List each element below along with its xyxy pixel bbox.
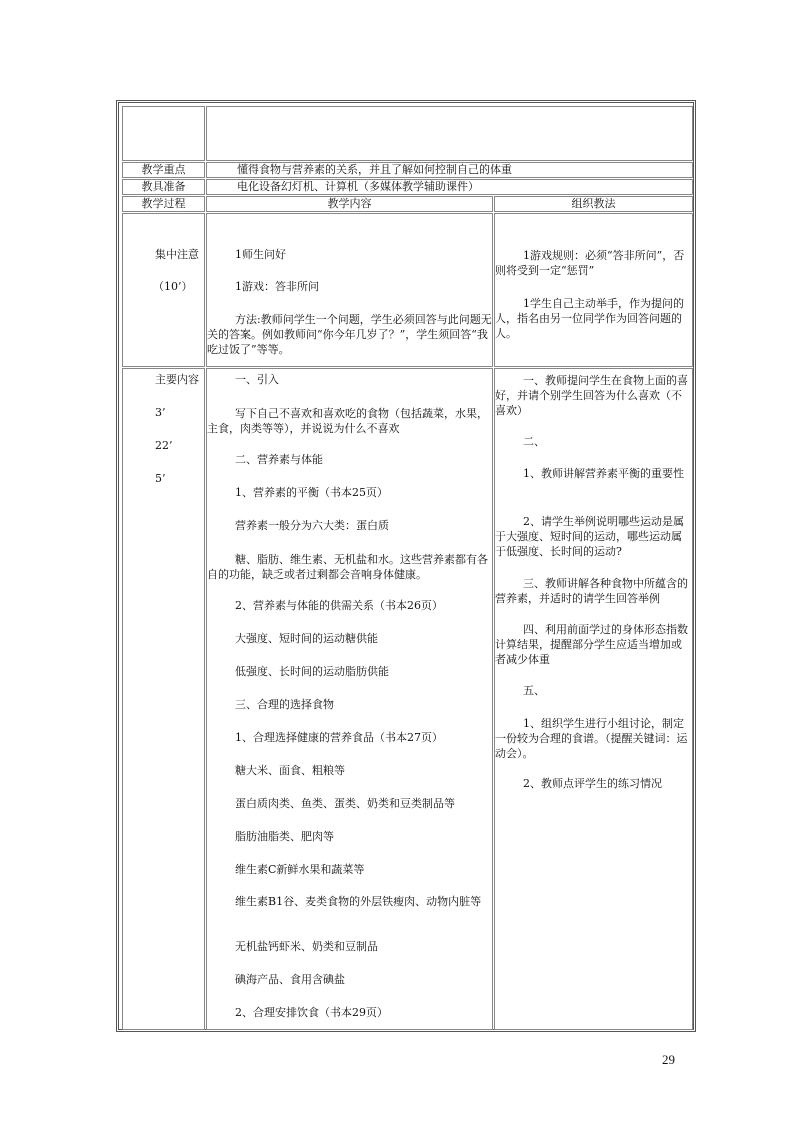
lesson-plan-table [116, 100, 696, 1032]
method-heading: 二、 [523, 435, 545, 448]
content-heading: 三、合理的选择食物 [235, 698, 334, 711]
content-line: 无机盐钙虾米、奶类和豆制品 [235, 940, 378, 953]
main-method-cell [494, 368, 693, 1030]
content-line: 碘海产品、食用含碘盐 [235, 973, 345, 986]
content-paragraph: 写下自己不喜欢和喜欢吃的食物（包括蔬菜，水果，主食，肉类等等），并说说为什么不喜欢 [207, 407, 488, 435]
content-line: 营养素一般分为六大类：蛋白质 [235, 519, 389, 532]
method-paragraph: 三、教师讲解各种食物中所蕴含的营养素，并适时的请学生回答举例 [495, 577, 688, 605]
equipment-label-cell [122, 179, 205, 195]
content-paragraph: 维生素B1谷、麦类食物的外层铁瘦肉、动物内脏等 [235, 895, 482, 908]
method-paragraph: 2、请学生举例说明哪些运动是属于大强度、短时间的运动，哪些运动属于低强度、长时间的运动? [495, 515, 684, 558]
content-line: 脂肪油脂类、肥肉等 [235, 830, 334, 843]
time-mark: 5’ [155, 472, 166, 485]
method-line: 2、教师点评学生的练习情况 [523, 777, 662, 790]
equipment-content-cell [206, 179, 693, 195]
content-line: 大强度、短时间的运动糖供能 [235, 632, 378, 645]
content-paragraph: 糖、脂肪、维生素、无机盐和水。这些营养素都有各自的功能，缺乏或者过剩都会音响身体健康。 [207, 553, 488, 581]
content-heading: 二、营养素与体能 [235, 453, 323, 466]
content-line: 低强度、长时间的运动脂肪供能 [235, 665, 389, 678]
content-line: 1游戏：答非所问 [235, 280, 319, 293]
key-points-label-cell [122, 162, 205, 178]
main-content-cell [206, 368, 493, 1030]
method-paragraph: 四、利用前面学过的身体形态指数计算结果，提醒部分学生应适当增加或者减少体重 [495, 623, 688, 666]
empty-label-cell [122, 106, 205, 161]
attention-label-cell [122, 213, 205, 367]
equipment-text: 电化设备幻灯机、计算机（多媒体教学辅助课件） [237, 180, 479, 193]
attention-content-cell [206, 213, 493, 367]
content-header-cell [206, 196, 493, 212]
method-paragraph: 1游戏规则：必须“答非所问”，否则将受到一定“惩罚” [495, 249, 685, 277]
content-paragraph: 方法:教师问学生一个问题，学生必须回答与此问题无关的答案。例如教师问“你今年几岁了？”，学生须回答“我吃过饭了”等等。 [207, 313, 492, 356]
attention-method-cell [494, 213, 693, 367]
process-header-cell [122, 196, 205, 212]
time-mark: 3’ [155, 406, 166, 419]
content-line: 2、合理安排饮食（书本29页） [235, 1006, 388, 1019]
method-paragraph: 1、教师讲解营养素平衡的重要性 [523, 467, 684, 480]
content-line: 糖大米、面食、粗粮等 [235, 764, 345, 777]
main-label: 主要内容 [155, 373, 199, 386]
attention-time: （10’） [153, 280, 193, 293]
key-points-content-cell [206, 162, 693, 178]
method-heading: 五、 [523, 684, 545, 697]
method-paragraph: 1学生自己主动举手，作为提问的人，指名由另一位同学作为回答问题的人。 [495, 297, 684, 340]
content-header: 教学内容 [327, 197, 372, 210]
content-line: 维生素C新鲜水果和蔬菜等 [235, 863, 365, 876]
content-line: 1、合理选择健康的营养食品（书本27页） [235, 731, 443, 744]
time-mark: 22’ [155, 439, 173, 452]
content-line: 2、营养素与体能的供需关系（书本26页） [235, 599, 443, 612]
key-points-text: 懂得食物与营养素的关系，并且了解如何控制自己的体重 [237, 163, 512, 176]
method-paragraph: 1、组织学生进行小组讨论，制定一份较为合理的食谱。（提醒关键词：运动会）。 [495, 717, 688, 760]
empty-content-cell [206, 106, 693, 161]
process-header: 教学过程 [141, 197, 186, 210]
equipment-label: 教具准备 [141, 180, 186, 193]
main-label-cell [122, 368, 205, 1030]
page-number: 29 [662, 1052, 675, 1067]
method-header: 组织教法 [571, 197, 616, 210]
key-points-label: 教学重点 [141, 163, 186, 176]
method-header-cell [494, 196, 693, 212]
method-paragraph: 一、教师提问学生在食物上面的喜好，并请个别学生回答为什么喜欢（不喜欢） [495, 374, 688, 417]
content-line: 蛋白质肉类、鱼类、蛋类、奶类和豆类制品等 [235, 797, 455, 810]
content-line: 1师生问好 [235, 248, 286, 261]
attention-label: 集中注意 [155, 248, 199, 261]
content-heading: 一、引入 [235, 373, 279, 386]
content-line: 1、营养素的平衡（书本25页） [235, 486, 388, 499]
